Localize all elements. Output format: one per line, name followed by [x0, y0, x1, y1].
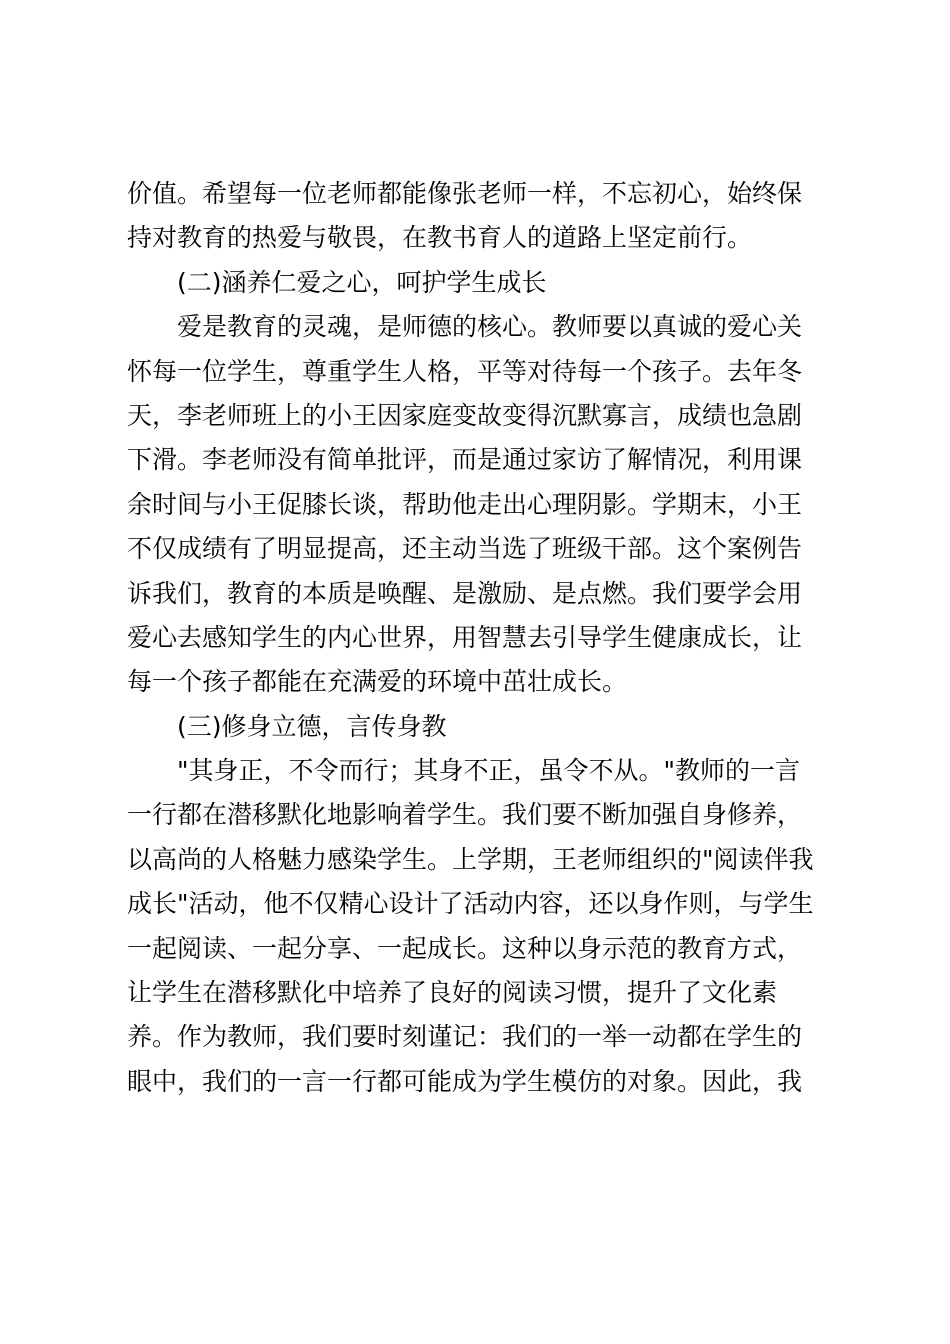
text-line: 价值。希望每一位老师都能像张老师一样，不忘初心，始终保: [127, 179, 803, 208]
section-heading-3: (三)修身立德，言传身教: [177, 711, 447, 741]
text-line: 一起阅读、一起分享、一起成长。这种以身示范的教育方式，: [127, 933, 803, 963]
text-line: 余时间与小王促膝长谈，帮助他走出心理阴影。学期末，小王: [127, 489, 803, 519]
text-line: 每一个孩子都能在充满爱的环境中茁壮成长。: [127, 667, 628, 697]
text-line: 以高尚的人格魅力感染学生。上学期，王老师组织的"阅读伴我: [127, 844, 814, 874]
text-line: 爱心去感知学生的内心世界，用智慧去引导学生健康成长，让: [127, 622, 803, 652]
text-line: 让学生在潜移默化中培养了良好的阅读习惯，提升了文化素: [127, 978, 778, 1008]
text-line: 成长"活动，他不仅精心设计了活动内容，还以身作则，与学生: [127, 889, 814, 919]
paragraph-start: 爱是教育的灵魂，是师德的核心。教师要以真诚的爱心关: [177, 312, 803, 342]
section-heading-2: (二)涵养仁爱之心，呵护学生成长: [177, 267, 547, 297]
text-line: 眼中，我们的一言一行都可能成为学生模仿的对象。因此，我: [127, 1066, 803, 1096]
document-body: [127, 172, 827, 1104]
text-line: 诉我们，教育的本质是唤醒、是激励、是点燃。我们要学会用: [127, 578, 803, 608]
paragraph-start: "其身正，不令而行；其身不正，虽令不从。"教师的一言: [177, 756, 801, 786]
text-line: 持对教育的热爱与敬畏，在教书育人的道路上坚定前行。: [127, 223, 753, 253]
text-line: 不仅成绩有了明显提高，还主动当选了班级干部。这个案例告: [127, 534, 803, 564]
text-line: 养。作为教师，我们要时刻谨记：我们的一举一动都在学生的: [127, 1022, 803, 1052]
text-line: 怀每一位学生，尊重学生人格，平等对待每一个孩子。去年冬: [127, 356, 803, 386]
text-line: 天，李老师班上的小王因家庭变故变得沉默寡言，成绩也急剧: [127, 400, 803, 430]
text-line: 下滑。李老师没有简单批评，而是通过家访了解情况，利用课: [127, 445, 803, 475]
text-line: 一行都在潜移默化地影响着学生。我们要不断加强自身修养，: [127, 800, 803, 830]
